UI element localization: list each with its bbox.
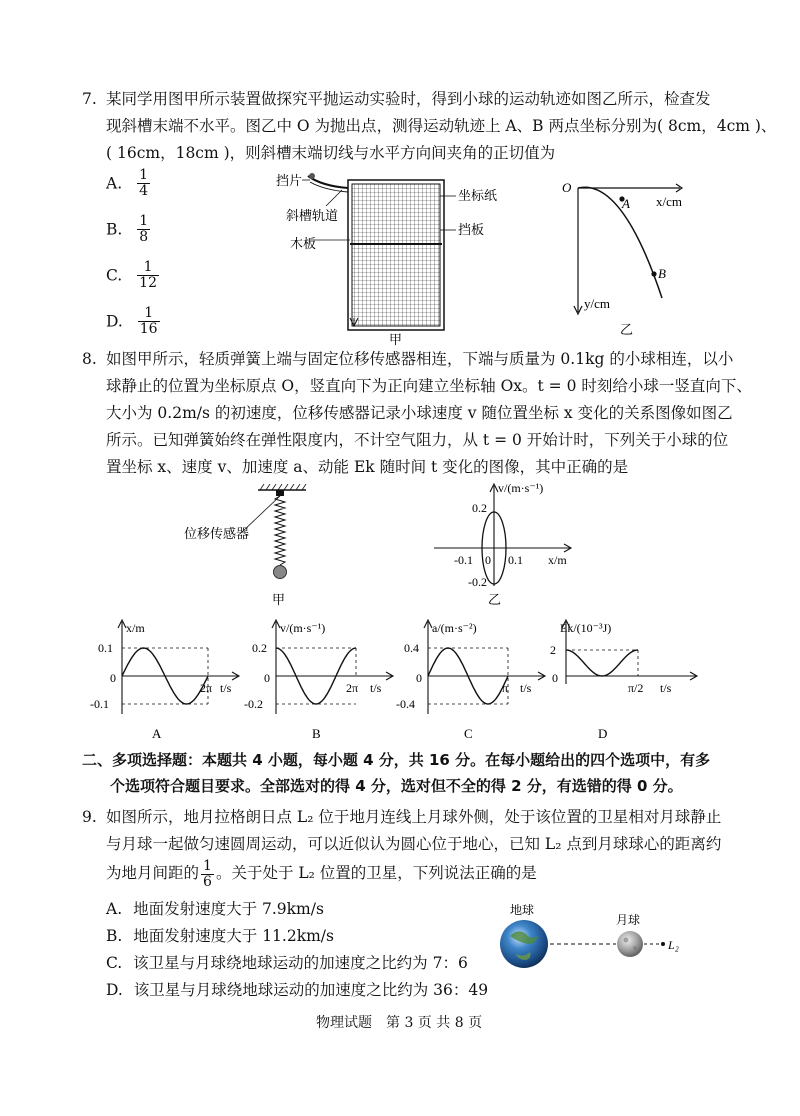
y-top-label: 0.2 — [252, 641, 267, 655]
y-bottom-label: -0.2 — [244, 697, 263, 711]
y-axis-label: a/(m·s⁻²) — [432, 621, 477, 635]
option-letter: D. — [106, 312, 123, 331]
point-b — [651, 271, 656, 276]
option-letter: A. — [106, 174, 123, 193]
q8-graph-a[interactable] — [86, 614, 246, 744]
origin-label: 0 — [110, 671, 116, 685]
line3-pre: 为地月间距的 — [106, 864, 200, 882]
b-label: B — [658, 266, 666, 281]
line3-post: 。关于处于 L₂ 位置的卫星，下列说法正确的是 — [215, 864, 537, 882]
q9-number: 9. — [82, 808, 97, 826]
q9-line2: 与月球一起做匀速圆周运动，可以近似认为圆心位于地心，已知 L₂ 点到月球球心的距离约 — [106, 835, 722, 853]
q7-line2: 现斜槽末端不水平。图乙中 O 为抛出点，测得运动轨迹上 A、B 两点坐标分别为( 8cm，4cm )、 — [106, 117, 777, 135]
y-top-label: 0.1 — [98, 641, 113, 655]
q8-figure-jia — [180, 484, 320, 610]
q9-line3 — [106, 856, 537, 890]
y-axis-label: Ek/(10⁻³J) — [560, 621, 612, 635]
q7-number: 7. — [82, 90, 97, 108]
y-axis-label: v/(m·s⁻¹) — [280, 621, 326, 635]
x-axis-label: x/m — [548, 553, 567, 567]
denominator: 12 — [139, 275, 157, 291]
coordinate-paper — [352, 184, 440, 326]
section2-line1: 二、多项选择题：本题共 4 小题，每小题 4 分，共 16 分。在每小题给出的四个选项中，有多 — [82, 751, 711, 769]
q8-line5: 置坐标 x、速度 v、加速度 a、动能 Ek 随时间 t 变化的图像，其中正确的是 — [106, 458, 629, 476]
fraction-one-sixth — [201, 859, 214, 890]
sensor-box — [276, 490, 284, 496]
q8-line2: 球静止的位置为坐标原点 O，竖直向下为正向建立坐标轴 Ox。t = 0 时刻给小球一竖直向下、 — [106, 377, 752, 395]
q8-figure-yi — [430, 480, 580, 608]
v-neg-label: -0.2 — [468, 575, 487, 589]
caption-yi: 乙 — [488, 592, 502, 607]
stop-piece-icon — [309, 173, 315, 179]
label-board: 木板 — [290, 236, 317, 251]
q7-figure-yi — [560, 178, 700, 338]
t-axis-label: t/s — [370, 681, 382, 695]
q9-figure — [490, 900, 700, 980]
moon-label: 月球 — [616, 913, 641, 927]
trajectory-curve — [578, 187, 662, 298]
y-axis-label: x/m — [126, 621, 145, 635]
option-letter: C. — [106, 266, 123, 285]
option-fraction — [137, 214, 150, 245]
caption-yi: 乙 — [620, 322, 634, 337]
section2-line2: 个选项符合题目要求。全部选对的得 4 分，选对但不全的得 2 分，有选错的得 0 分。 — [110, 777, 683, 795]
option-letter: D — [598, 726, 608, 741]
option-letter: C. — [106, 954, 123, 972]
option-letter: B. — [106, 927, 123, 945]
label-paper: 坐标纸 — [458, 188, 498, 203]
origin-label: O — [562, 180, 572, 195]
label-plate: 挡板 — [458, 222, 485, 237]
l2-point — [661, 942, 665, 946]
option-fraction — [137, 168, 150, 199]
y-bottom-label: -0.4 — [396, 697, 415, 711]
denominator: 4 — [139, 183, 148, 199]
denominator: 8 — [139, 229, 149, 245]
q7-figure-jia — [270, 168, 510, 348]
page-footer: 物理试题 第 3 页 共 8 页 — [316, 1015, 483, 1031]
v-axis-label: v/(m·s⁻¹) — [498, 481, 544, 495]
y-axis-label: y/cm — [584, 296, 610, 311]
caption-jia: 甲 — [272, 592, 286, 607]
option-fraction — [137, 260, 159, 291]
origin-label: 0 — [485, 553, 491, 567]
option-fraction — [138, 306, 160, 337]
option-text: 地面发射速度大于 11.2km/s — [133, 927, 334, 945]
q8-graph-b[interactable] — [240, 614, 400, 744]
q8-number: 8. — [82, 350, 97, 368]
denominator: 6 — [203, 873, 212, 890]
numerator: 1 — [203, 857, 212, 874]
numerator: 1 — [139, 167, 148, 183]
t-end-label: π/2 — [628, 681, 644, 695]
denominator: 16 — [139, 321, 158, 337]
q7-option-b[interactable] — [106, 214, 150, 245]
t-axis-label: t/s — [660, 681, 672, 695]
y-bottom-label: -0.1 — [90, 697, 109, 711]
label-piece: 挡片 — [276, 173, 303, 188]
y-top-label: 2 — [550, 643, 556, 657]
earth-label: 地球 — [510, 903, 535, 917]
origin-label: 0 — [416, 671, 422, 685]
numerator: 1 — [139, 213, 149, 229]
label-track: 斜槽轨道 — [286, 208, 339, 223]
q9-option-c[interactable] — [106, 950, 468, 976]
q9-option-a[interactable] — [106, 896, 324, 922]
q8-graph-c[interactable] — [392, 614, 552, 744]
option-letter: D. — [106, 981, 123, 999]
q7-line3: ( 16cm，18cm )，则斜槽末端切线与水平方向间夹角的正切值为 — [106, 144, 556, 162]
option-text: 该卫星与月球绕地球运动的加速度之比约为 7：6 — [133, 954, 468, 972]
earth-icon — [500, 920, 548, 968]
caption-jia: 甲 — [389, 332, 403, 347]
option-letter: C — [464, 726, 473, 741]
q7-line1: 某同学用图甲所示装置做探究平抛运动实验时，得到小球的运动轨迹如图乙所示，检查发 — [106, 90, 711, 108]
spring — [275, 496, 285, 565]
a-label: A — [622, 196, 630, 211]
sensor-label: 位移传感器 — [184, 526, 250, 541]
origin-label: 0 — [264, 671, 270, 685]
q8-line1: 如图甲所示，轻质弹簧上端与固定位移传感器相连，下端与质量为 0.1kg 的小球相连，以小 — [106, 350, 734, 368]
origin-label: 0 — [552, 671, 558, 685]
x-pos-label: 0.1 — [508, 553, 523, 567]
x-axis-label: x/cm — [656, 194, 682, 209]
q7-option-c[interactable] — [106, 260, 159, 291]
l2-label: L₂ — [668, 938, 679, 952]
q9-line1: 如图所示，地月拉格朗日点 L₂ 位于地月连线上月球外侧，处于该位置的卫星相对月球静止 — [106, 808, 722, 826]
t-axis-label: t/s — [220, 681, 232, 695]
v-pos-label: 0.2 — [472, 501, 487, 515]
q7-option-d[interactable] — [106, 306, 160, 337]
numerator: 1 — [143, 259, 153, 275]
curve — [566, 650, 638, 676]
q9-option-b[interactable] — [106, 923, 334, 949]
t-end-label: π — [502, 681, 509, 695]
t-axis-label: t/s — [520, 681, 532, 695]
q8-graph-d[interactable] — [536, 614, 706, 744]
ball — [274, 566, 287, 579]
x-neg-label: -0.1 — [454, 553, 473, 567]
option-letter: B. — [106, 220, 123, 239]
option-text: 地面发射速度大于 7.9km/s — [133, 900, 324, 918]
q8-line3: 大小为 0.2m/s 的初速度，位移传感器记录小球速度 v 随位置坐标 x 变化的关系图像如图乙 — [106, 404, 733, 422]
q9-option-d[interactable] — [106, 977, 488, 1003]
q8-line4: 所示。已知弹簧始终在弹性限度内，不计空气阻力，从 t = 0 开始计时，下列关于小球的位 — [106, 431, 729, 449]
t-end-label: 2π — [200, 681, 213, 695]
option-letter: A. — [106, 900, 123, 918]
option-letter: B — [312, 726, 321, 741]
t-end-label: 2π — [346, 681, 359, 695]
numerator: 1 — [144, 305, 154, 321]
moon-icon — [617, 931, 643, 957]
option-letter: A — [152, 726, 162, 741]
option-text: 该卫星与月球绕地球运动的加速度之比约为 36：49 — [133, 981, 489, 999]
y-top-label: 0.4 — [404, 641, 419, 655]
q7-option-a[interactable] — [106, 168, 150, 199]
